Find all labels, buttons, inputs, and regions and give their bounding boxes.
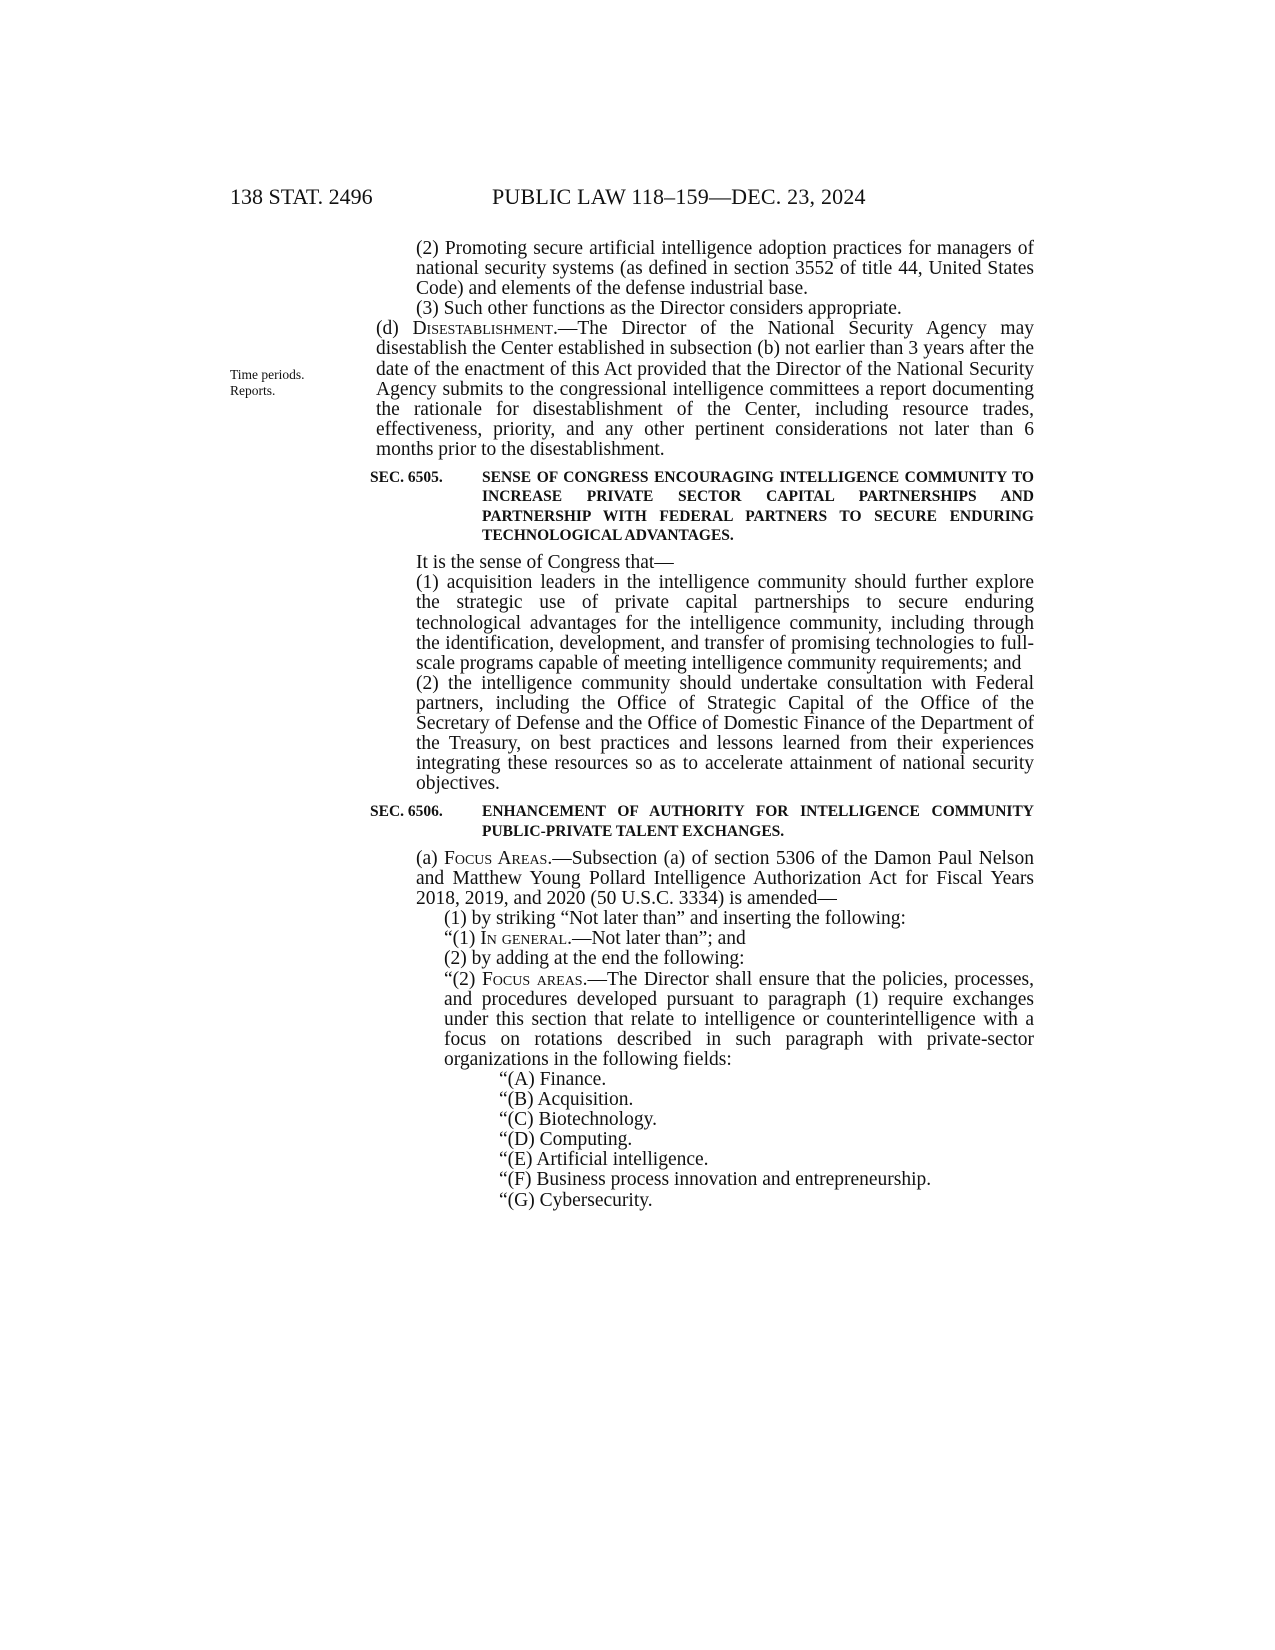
sec6504-paragraph-2: (2) Promoting secure artificial intelligence adoption practices for managers of national security systems (as defined in section 3552 of title 44, United States Code) and elements of the defense industrial base.	[416, 238, 1034, 300]
sec6505-paragraph-1: (1) acquisition leaders in the intelligence community should further explore the strategic use of private capital partnerships to secure enduring technological advantages for the intelligence community, including through the identification, development, and transfer of promising technologies to full-scale programs capable of meeting intelligence community requirements; and	[416, 572, 1034, 674]
field-business-process: “(F) Business process innovation and entrepreneurship.	[499, 1169, 932, 1191]
subsection-d-heading: Disestablishment	[412, 318, 553, 340]
field-artificial-intelligence: “(E) Artificial intelligence.	[499, 1149, 709, 1171]
sec6506-number: SEC. 6506.	[370, 803, 443, 821]
subsection-d-prefix: (d)	[376, 318, 413, 340]
field-acquisition: “(B) Acquisition.	[499, 1089, 634, 1111]
field-cybersecurity: “(G) Cybersecurity.	[499, 1189, 653, 1211]
quote-1-text: .—Not later than”; and	[567, 928, 746, 950]
sec6506-heading	[370, 802, 1034, 841]
quote-2-text: .—The Director shall ensure that the policies, processes, and procedures developed pursuant to paragraph (1) require exchanges under this section that relate to intelligence or counterintelligence with a focus on rotations described in such paragraph with private-sector organizations in the following fields:	[444, 968, 1034, 1070]
sec6506-quote-2	[376, 970, 1034, 1070]
subsection-a-text: .—Subsection (a) of section 5306 of the Damon Paul Nelson and Matthew Young Pollard Intelligence Authorization Act for Fiscal Years 2018, 2019, and 2020 (50 U.S.C. 3334) is amended—	[416, 847, 1034, 910]
sec6506-title: ENHANCEMENT OF AUTHORITY FOR INTELLIGENCE COMMUNITY PUBLIC-PRIVATE TALENT EXCHANGES.	[482, 803, 1034, 840]
quote-1-prefix: “(1)	[444, 928, 481, 950]
sec6505-heading	[370, 468, 1034, 545]
margin-note-time-periods: Time periods.	[230, 367, 305, 382]
quote-1-heading: In general	[480, 928, 568, 950]
sec6505-title: SENSE OF CONGRESS ENCOURAGING INTELLIGENCE COMMUNITY TO INCREASE PRIVATE SECTOR CAPITAL PARTNERSHIPS AND PARTNERSHIP WITH FEDERAL PARTNERS TO SECURE ENDURING TECHNOLOGICAL ADVANTAGES.	[482, 469, 1034, 544]
subsection-a-heading: Focus Areas	[444, 847, 548, 869]
sec6505-paragraph-2: (2) the intelligence community should undertake consultation with Federal partners, including the Office of Strategic Capital of the Office of the Secretary of Defense and the Office of Domestic Finance of the Department of the Treasury, on best practices and lessons learned from their experiences integrating these resources so as to accelerate attainment of national security objectives.	[416, 672, 1034, 795]
sec6504-paragraph-3: (3) Such other functions as the Director considers appropriate.	[416, 298, 902, 320]
document-body	[370, 238, 1034, 1211]
sec6504-subsection-d	[376, 319, 1034, 460]
subsection-d-text: .—The Director of the National Security Agency may disestablish the Center established in subsection (b) not earlier than 3 years after the date of the enactment of this Act provided that the Director of the National Security Agency submits to the congressional intelligence committees a report documenting the rationale for disestablishment of the Center, including resource trades, effectiveness, priority, and any other pertinent considerations not later than 6 months prior to the disestablishment.	[376, 318, 1034, 460]
sec6506-item-1: (1) by striking “Not later than” and inserting the following:	[444, 908, 906, 930]
field-finance: “(A) Finance.	[499, 1068, 607, 1090]
subsection-a-prefix: (a)	[416, 847, 444, 869]
margin-note	[230, 367, 305, 399]
sec6506-quote-1	[376, 929, 1034, 949]
stat-citation: 138 STAT. 2496	[230, 184, 373, 209]
quote-2-heading: Focus areas	[481, 968, 583, 990]
sec6506-item-2: (2) by adding at the end the following:	[444, 948, 745, 970]
margin-note-reports: Reports.	[230, 383, 276, 398]
sec6505-number: SEC. 6505.	[370, 469, 443, 487]
page-header	[230, 184, 1090, 214]
field-biotechnology: “(C) Biotechnology.	[499, 1109, 657, 1131]
field-computing: “(D) Computing.	[499, 1129, 633, 1151]
quote-2-prefix: “(2)	[444, 968, 482, 990]
sec6505-intro: It is the sense of Congress that—	[416, 552, 674, 574]
public-law-title: PUBLIC LAW 118–159—DEC. 23, 2024	[492, 184, 866, 209]
sec6506-subsection-a	[376, 849, 1034, 909]
